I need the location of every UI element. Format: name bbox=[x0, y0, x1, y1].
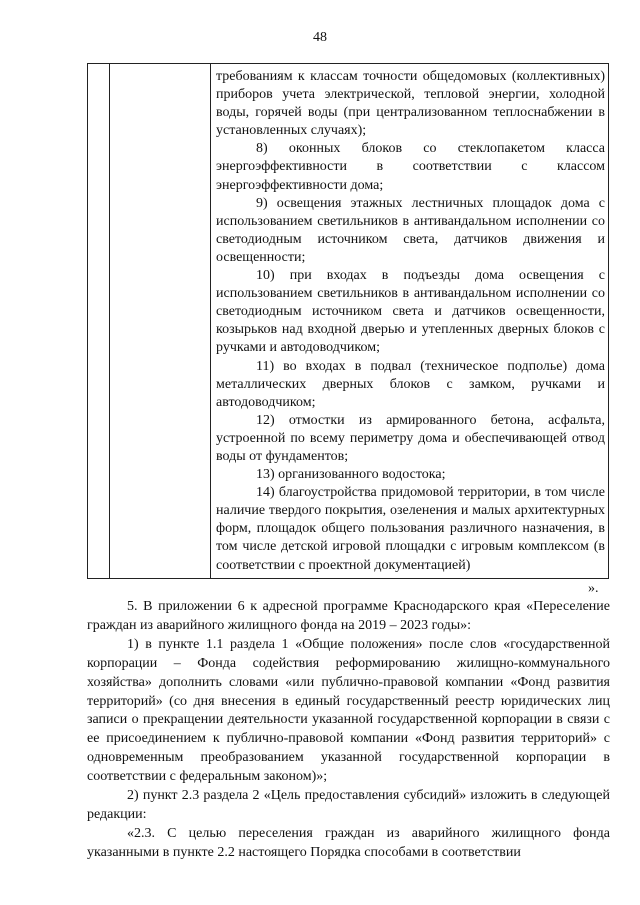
body-paragraph: «2.3. С целью переселения граждан из аварийного жилищного фонда указанными в пункте 2.2 настоящего Порядка способами в соответствии bbox=[87, 825, 610, 860]
table-paragraph: 13) организованного водостока; bbox=[256, 467, 446, 483]
body-paragraph: 1) в пункте 1.1 раздела 1 «Общие положения» после слов «государственной корпорации – Фонда содействия реформированию жилищно-коммунального хозяйства» дополнить словами «или публично-правовой компании «Фонд развития территорий» (со дня внесения в единый государственный реестр юридических лиц записи о прекращении деятельности указанной государственной корпорации в связи с ее присоединением к публично-правовой компании «Фонд развития территорий» с одновременным преобразованием указанной государственной корпорации в соответствии с федеральным законом)»; bbox=[87, 636, 610, 785]
table-paragraph: 10) при входах в подъезды дома освещения с использованием светильников в антивандальном исполнении со светодиодным источником света и датчиков освещенности, козырьков над входной дверью и утепленных дверных блоков с ручками и автодоводчиком; bbox=[216, 268, 605, 356]
page-number: 48 bbox=[313, 30, 327, 45]
table-paragraph: 11) во входах в подвал (техническое подполье) дома металлических дверных блоков с замком, ручками и автодоводчиком; bbox=[216, 358, 605, 410]
body-paragraph: 5. В приложении 6 к адресной программе Краснодарского края «Переселение граждан из аварийного жилищного фонда на 2019 – 2023 годы»: bbox=[87, 599, 610, 633]
table-paragraph: 14) благоустройства придомовой территории, в том числе наличие твердого покрытия, озеленения и малых архитектурных форм, площадок общего пользования различного назначения, в том числе детской игровой площадки с игровым комплексом (в соответствии с проектной документацией) bbox=[216, 485, 605, 573]
table-paragraph: 12) отмостки из армированного бетона, асфальта, устроенной по всему периметру дома и обеспечивающей отвод воды от фундаментов; bbox=[216, 412, 605, 464]
table-column-divider bbox=[109, 64, 110, 578]
table-cell-text bbox=[216, 68, 605, 575]
table-paragraph: 8) оконных блоков со стеклопакетом класса энергоэффективности в соответствии с классом энергоэффективности дома; bbox=[216, 141, 605, 193]
body-paragraph: 2) пункт 2.3 раздела 2 «Цель предоставления субсидий» изложить в следующей редакции: bbox=[87, 788, 610, 822]
table-paragraph: требованиям к классам точности общедомовых (коллективных) приборов учета электрической, тепловой энергии, холодной воды, горячей воды (при централизованном теплоснабжении в установленных случаях); bbox=[216, 69, 605, 139]
table-paragraph: 9) освещения этажных лестничных площадок дома с использованием светильников в антивандальном исполнении со светодиодным источником света, датчиков движения и освещенности; bbox=[216, 195, 605, 265]
closing-quote-mark: ». bbox=[588, 581, 599, 596]
requirements-table bbox=[87, 63, 609, 579]
document-body bbox=[87, 598, 610, 863]
table-column-divider bbox=[210, 64, 211, 578]
